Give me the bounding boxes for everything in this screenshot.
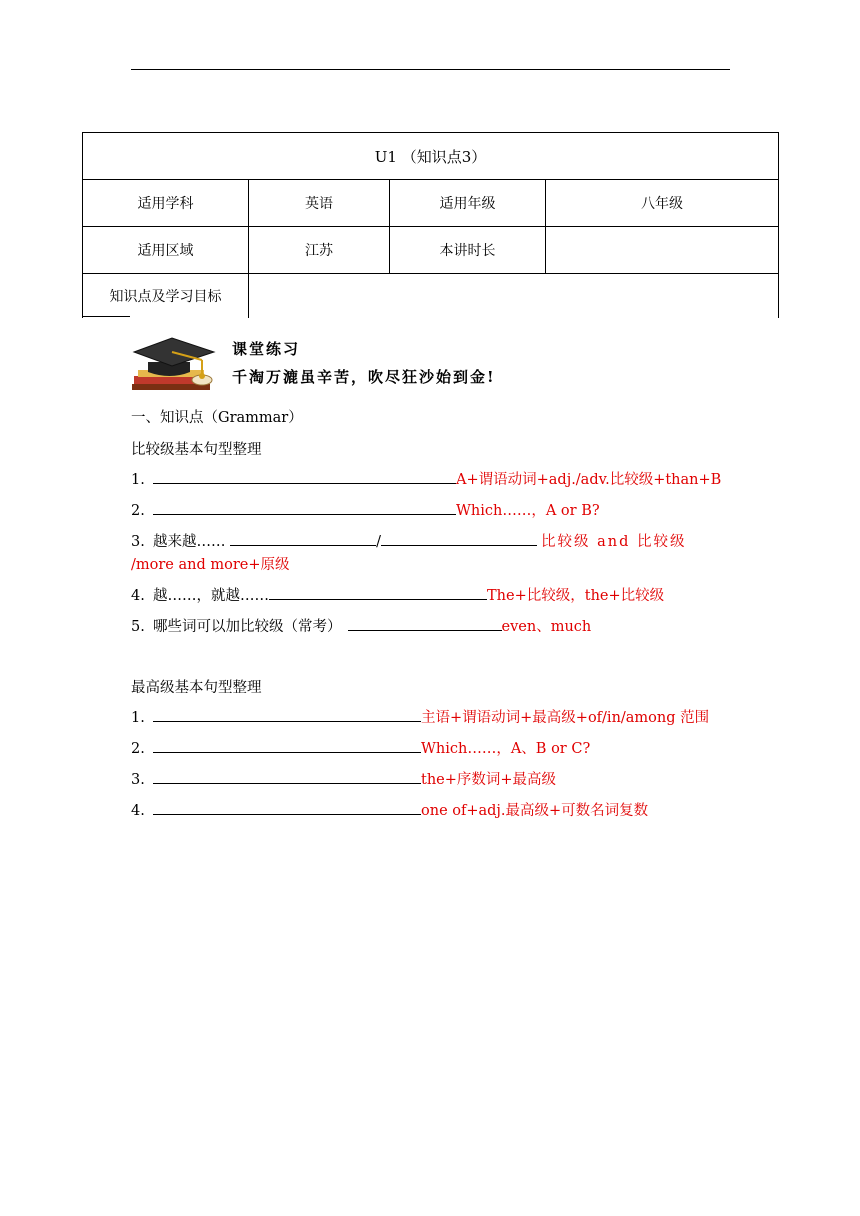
list-item: 4. one of+adj.最高级+可数名词复数 (131, 799, 648, 820)
answer-blank[interactable] (269, 584, 487, 600)
answer-blank[interactable] (348, 615, 502, 631)
answer-text: Which……，A or B? (456, 503, 600, 519)
info-table (82, 132, 779, 318)
answer-blank[interactable] (153, 499, 456, 515)
answer-blank[interactable] (153, 706, 421, 722)
comparative-heading: 比较级基本句型整理 (131, 442, 262, 458)
list-item: 2. Which……，A、B or C? (131, 737, 590, 758)
duration-label: 本讲时长 (390, 227, 546, 274)
section-heading: 一、知识点（Grammar） (131, 410, 303, 426)
answer-text: the+序数词+最高级 (421, 772, 557, 788)
answer-blank[interactable] (153, 768, 421, 784)
banner-title: 课堂练习 (232, 340, 301, 358)
answer-text: 主语+谓语动词+最高级+of/in/among 范围 (421, 710, 710, 726)
banner-motto: 千淘万漉虽辛苦，吹尽狂沙始到金! (232, 368, 496, 386)
answer-text: 比较级 and 比较级 (541, 534, 687, 550)
lesson-title: U1 （知识点3） (83, 133, 779, 180)
list-item: 2. Which……，A or B? (131, 499, 600, 520)
answer-text: even、much (501, 619, 592, 635)
answer-blank[interactable] (153, 737, 421, 753)
answer-text: one of+adj.最高级+可数名词复数 (421, 803, 649, 819)
region-value: 江苏 (249, 227, 390, 274)
objectives-value (249, 274, 779, 319)
answer-text: The+比较级，the+比较级 (487, 588, 665, 604)
objectives-label: 知识点及学习目标 (83, 274, 249, 319)
answer-text: A+谓语动词+adj./adv.比较级+than+B (456, 472, 722, 488)
answer-blank[interactable] (381, 530, 537, 546)
list-item: 4. 越……，就越…… The+比较级，the+比较级 (131, 584, 664, 605)
grade-value: 八年级 (546, 180, 779, 227)
table-stub-line (82, 316, 130, 317)
subject-label: 适用学科 (83, 180, 249, 227)
grade-label: 适用年级 (390, 180, 546, 227)
region-label: 适用区域 (83, 227, 249, 274)
list-item: 1. A+谓语动词+adj./adv.比较级+than+B (131, 468, 721, 489)
list-item: 5. 哪些词可以加比较级（常考） even、much (131, 615, 591, 636)
answer-blank[interactable] (153, 468, 456, 484)
practice-banner (128, 332, 608, 392)
duration-value (546, 227, 779, 274)
answer-text: Which……，A、B or C? (421, 741, 591, 757)
superlative-heading: 最高级基本句型整理 (131, 680, 262, 696)
list-item: 1. 主语+谓语动词+最高级+of/in/among 范围 (131, 706, 709, 727)
answer-blank[interactable] (230, 530, 376, 546)
graduation-cap-icon (128, 332, 220, 392)
subject-value: 英语 (249, 180, 390, 227)
header-rule (131, 69, 730, 70)
answer-blank[interactable] (153, 799, 421, 815)
list-item: 3. 越来越…… / 比较级 and 比较级 (131, 530, 686, 551)
list-item: 3. the+序数词+最高级 (131, 768, 556, 789)
answer-continuation: /more and more+原级 (131, 557, 290, 573)
